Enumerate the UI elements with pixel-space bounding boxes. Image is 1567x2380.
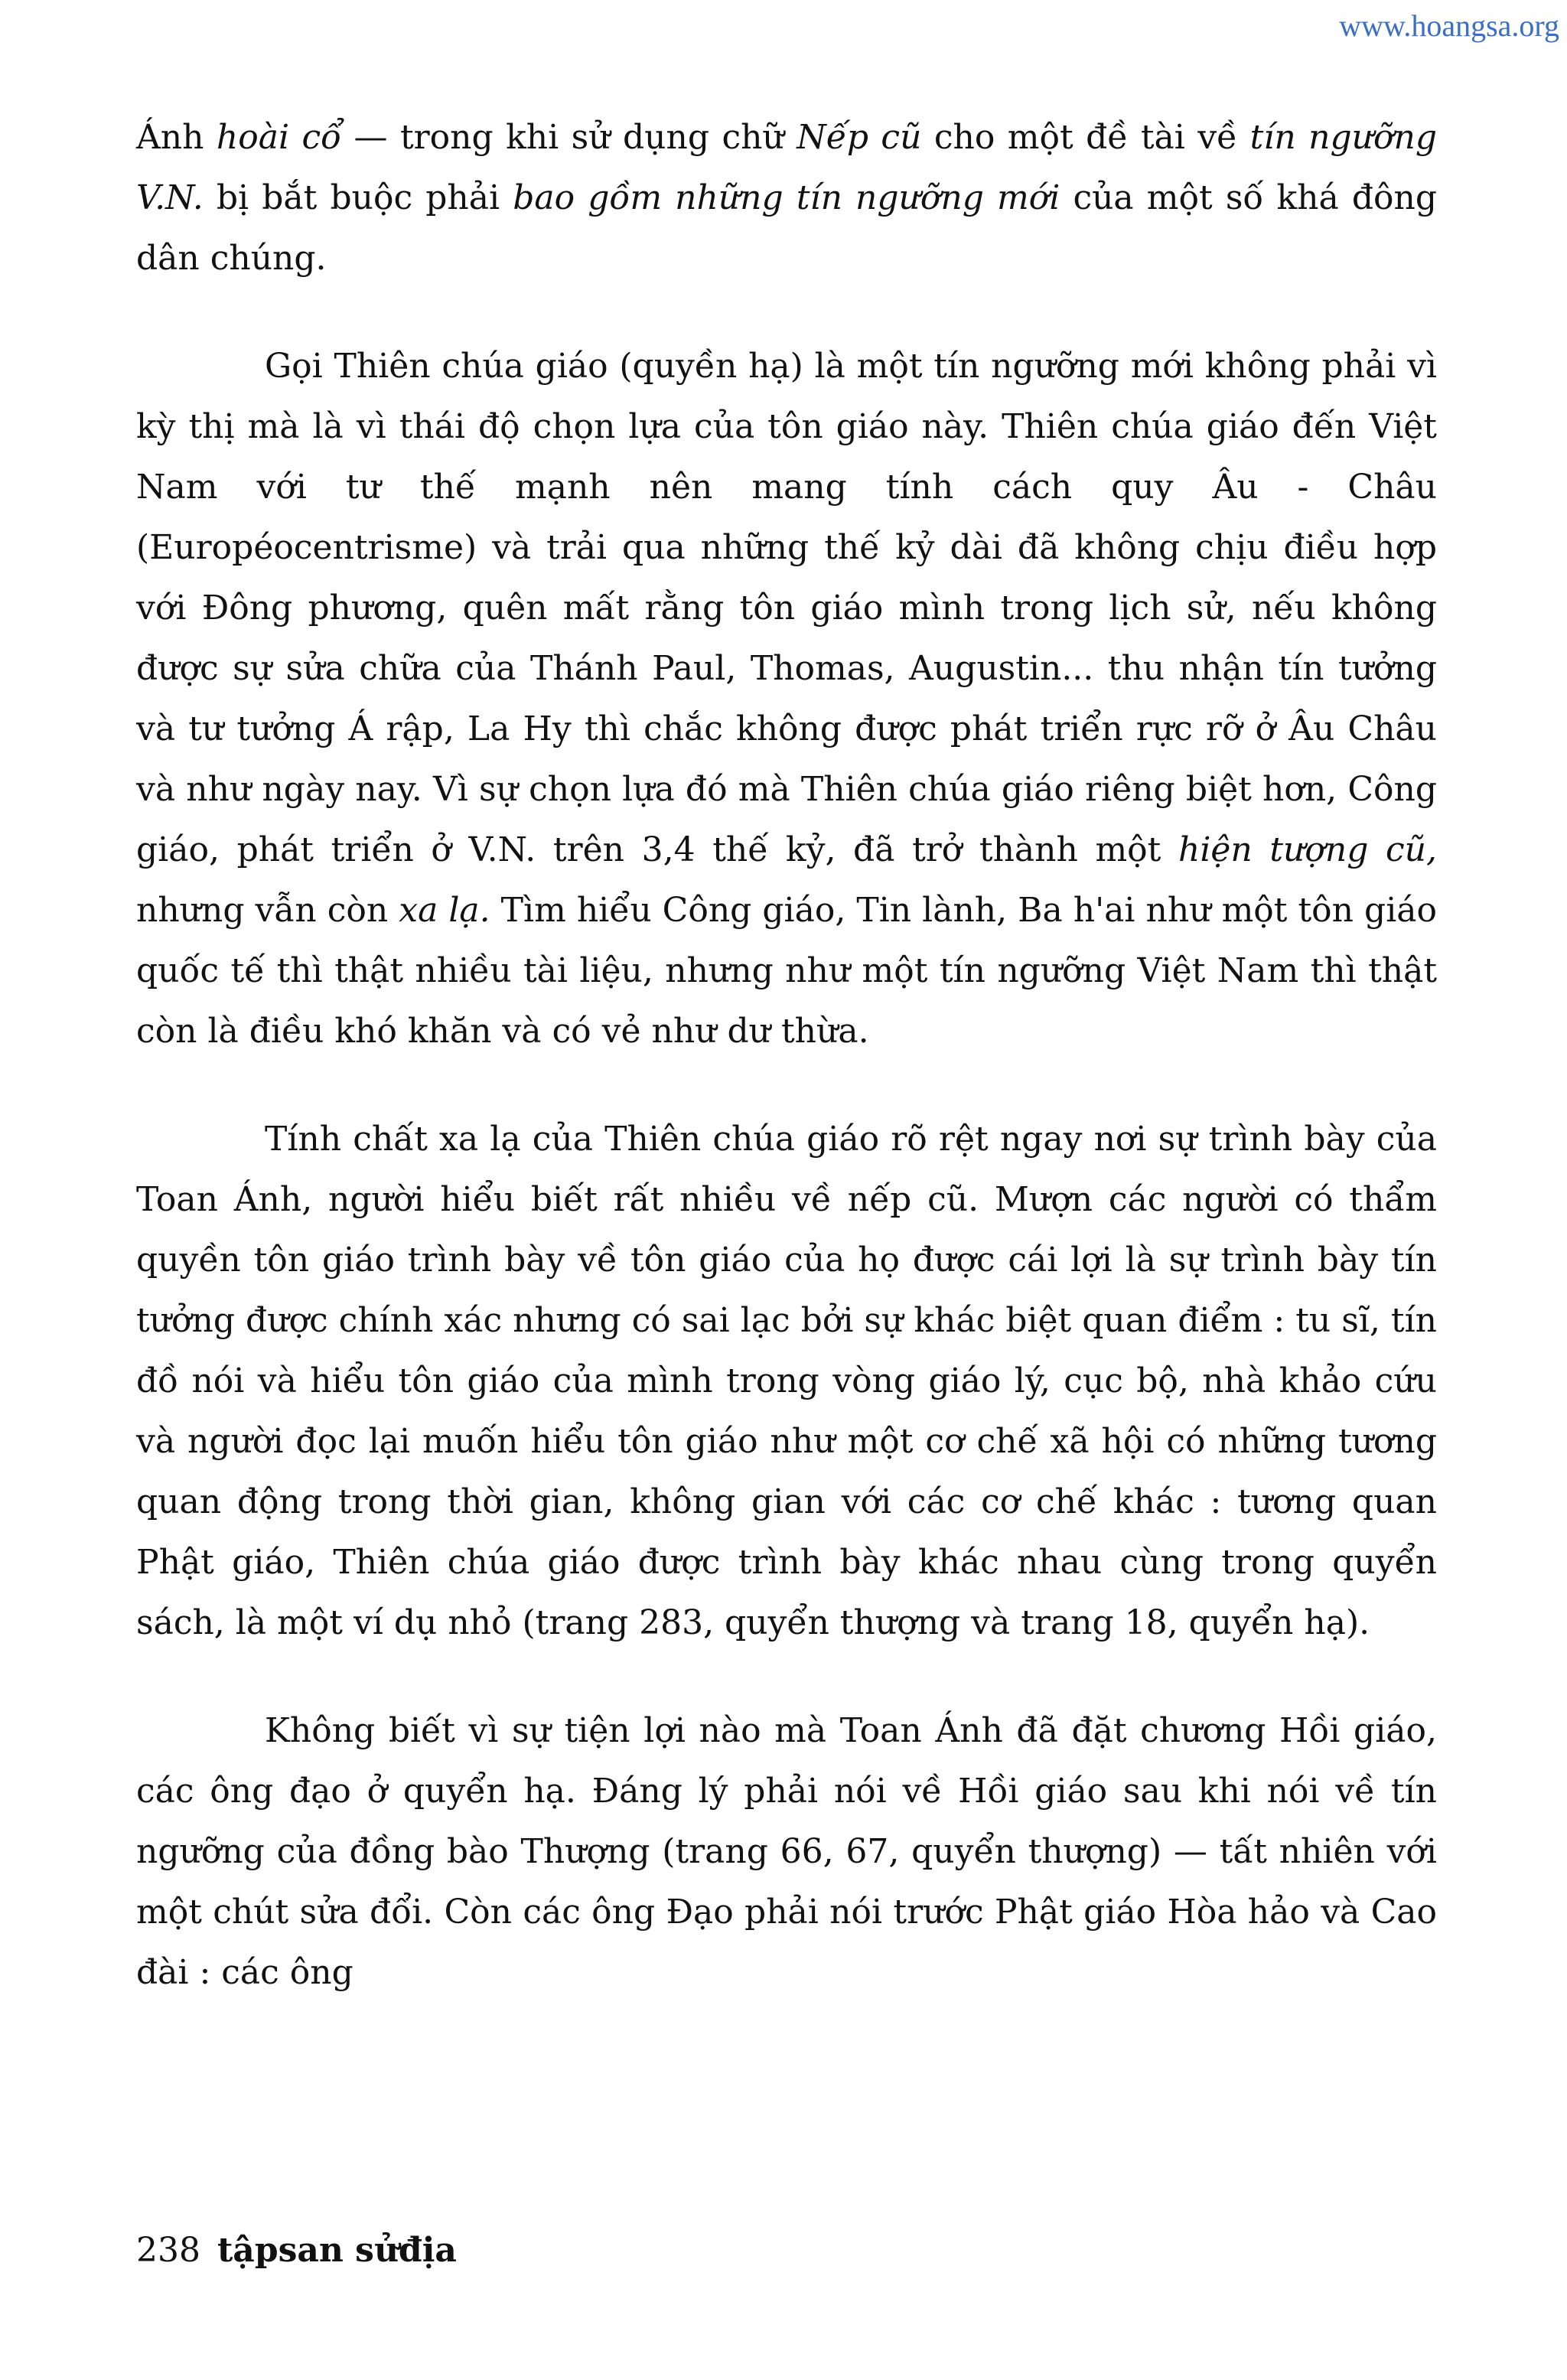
text-run: của một số khá đông dân chúng. (136, 178, 1437, 278)
italic-phrase: Nếp cũ (797, 118, 922, 157)
text-run: nhưng vẫn còn (136, 891, 399, 930)
italic-phrase: tín ngưỡng V.N. (136, 118, 1438, 217)
paragraph-2 (136, 336, 1437, 1061)
italic-phrase: bao gồm những tín ngưỡng mới (513, 178, 1060, 217)
source-url[interactable]: www.hoangsa.org (1339, 8, 1559, 43)
text-run: cho một đề tài về (921, 118, 1250, 157)
text-run: Không biết vì sự tiện lợi nào mà Toan Ánh đã đặt chương Hồi giáo, các ông đạo ở quyển hạ. Đáng lý phải nói về Hồi giáo sau khi nói về tín ngưỡng của đồng bào Thượng (trang 66, 67, quyển thượng) — tất nhiên với một chút sửa đổi. Còn các ông Đạo phải nói trước Phật giáo Hòa hảo và Cao đài : các ông (136, 1711, 1437, 1992)
text-run: Tìm hiểu Công giáo, Tin lành, Ba h'ai như một tôn giáo quốc tế thì thật nhiều tài liệu, nhưng như một tín ngưỡng Việt Nam thì thật còn là điều khó khăn và có vẻ như dư thừa. (136, 891, 1437, 1051)
italic-phrase: hiện tượng cũ, (1178, 830, 1437, 869)
paragraph-1 (136, 107, 1437, 289)
journal-title: tậpsan sửđịa (217, 2231, 457, 2270)
italic-phrase: hoài cổ (216, 118, 342, 157)
paragraph-3 (136, 1109, 1437, 1653)
paragraph-4 (136, 1700, 1437, 2003)
text-run: Ánh (136, 118, 217, 157)
text-run: — trong khi sử dụng chữ (341, 118, 797, 157)
page-footer (136, 2231, 457, 2270)
page-number: 238 (136, 2231, 200, 2270)
text-run: Gọi Thiên chúa giáo (quyền hạ) là một tín ngưỡng mới không phải vì kỳ thị mà là vì thái độ chọn lựa của tôn giáo này. Thiên chúa giáo đến Việt Nam với tư thế mạnh nên mang tính cách quy Âu - Châu (Européocentrisme) và trải qua những thế kỷ dài đã không chịu điều hợp với Đông phương, quên mất rằng tôn giáo mình trong lịch sử, nếu không được sự sửa chữa của Thánh Paul, Thomas, Augustin... thu nhận tín tưởng và tư tưởng Á rập, La Hy thì chắc không được phát triển rực rỡ ở Âu Châu và như ngày nay. Vì sự chọn lựa đó mà Thiên chúa giáo riêng biệt hơn, Công giáo, phát triển ở V.N. trên 3,4 thế kỷ, đã trở thành một (136, 347, 1437, 869)
text-run: Tính chất xa lạ của Thiên chúa giáo rõ rệt ngay nơi sự trình bày của Toan Ánh, người hiểu biết rất nhiều về nếp cũ. Mượn các người có thẩm quyền tôn giáo trình bày về tôn giáo của họ được cái lợi là sự trình bày tín tưởng được chính xác nhưng có sai lạc bởi sự khác biệt quan điểm : tu sĩ, tín đồ nói và hiểu tôn giáo của mình trong vòng giáo lý, cục bộ, nhà khảo cứu và người đọc lại muốn hiểu tôn giáo như một cơ chế xã hội có những tương quan động trong thời gian, không gian với các cơ chế khác : tương quan Phật giáo, Thiên chúa giáo được trình bày khác nhau cùng trong quyển sách, là một ví dụ nhỏ (trang 283, quyển thượng và trang 18, quyển hạ). (136, 1120, 1437, 1642)
text-run: bị bắt buộc phải (203, 178, 513, 217)
italic-phrase: xa lạ. (399, 891, 490, 930)
page-body (136, 107, 1437, 2003)
